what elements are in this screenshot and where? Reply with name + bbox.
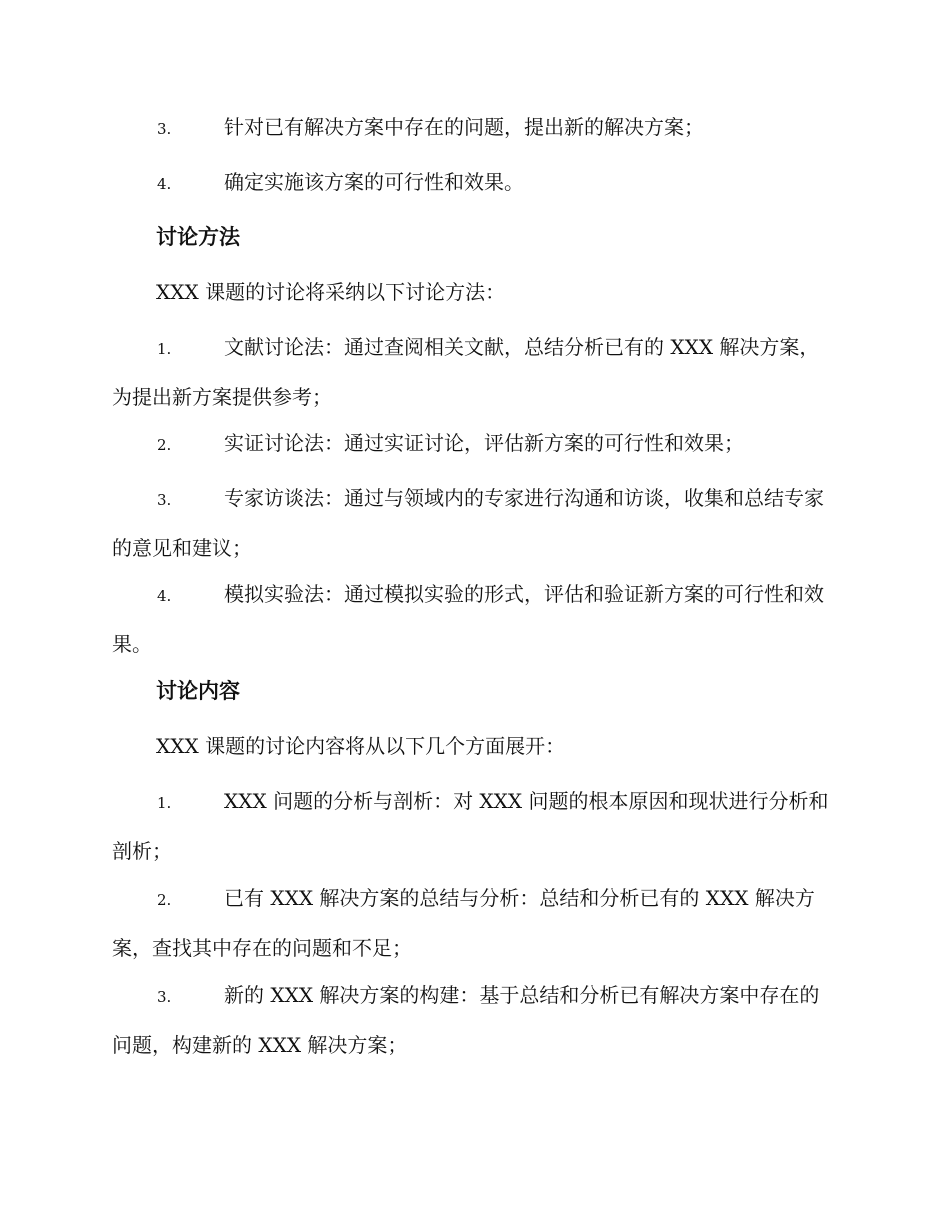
list-number: 3. [157,120,172,138]
list-number: 4. [157,175,172,193]
list-item [112,874,838,972]
list-number: 2. [157,891,172,909]
list-item [112,474,838,572]
list-text: 确定实施该方案的可行性和效果。 [224,170,524,194]
list-text: 已有 XXX 解决方案的总结与分析：总结和分析已有的 XXX 解决方案，查找其中存在的问题和不足； [112,886,815,960]
list-item [112,570,838,668]
list-number: 1. [157,340,172,358]
list-text: 专家访谈法：通过与领域内的专家进行沟通和访谈，收集和总结专家的意见和建议； [112,486,824,560]
list-item [112,971,838,1069]
list-text: 针对已有解决方案中存在的问题，提出新的解决方案； [224,115,704,139]
list-text: XXX 问题的分析与剖析：对 XXX 问题的根本原因和现状进行分析和剖析； [112,789,829,863]
section-heading-content: 讨论内容 [156,679,240,703]
list-text: 模拟实验法：通过模拟实验的形式，评估和验证新方案的可行性和效果。 [112,582,824,656]
list-text: 新的 XXX 解决方案的构建：基于总结和分析已有解决方案中存在的问题，构建新的 XXX 解决方案； [112,983,820,1057]
list-number: 3. [157,988,172,1006]
list-text: 实证讨论法：通过实证讨论，评估新方案的可行性和效果； [224,431,744,455]
list-item [112,419,838,469]
list-number: 2. [157,436,172,454]
list-item [112,103,838,153]
list-number: 3. [157,491,172,509]
section-heading-methods: 讨论方法 [156,225,240,249]
list-number: 1. [157,794,172,812]
section-intro: XXX 课题的讨论将采纳以下讨论方法： [156,280,506,304]
section-intro: XXX 课题的讨论内容将从以下几个方面展开： [156,734,566,758]
list-text: 文献讨论法：通过查阅相关文献，总结分析已有的 XXX 解决方案，为提出新方案提供参考； [112,335,820,409]
list-item [112,158,838,208]
list-item [112,323,838,421]
list-number: 4. [157,587,172,605]
list-item [112,777,838,875]
